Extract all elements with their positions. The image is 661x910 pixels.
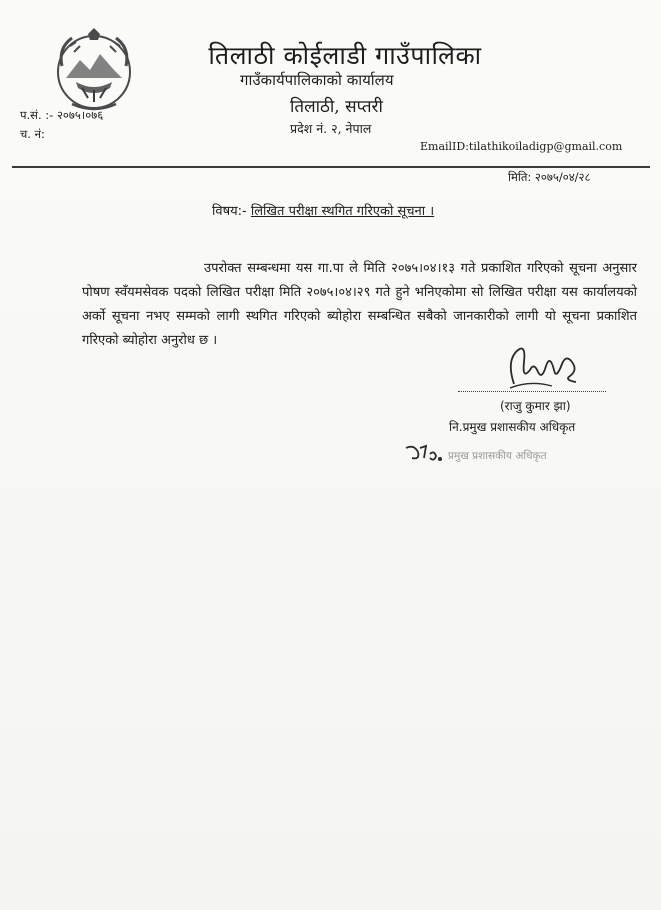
subject-label: विषय:- [212, 204, 251, 219]
signatory-name: (राजु कुमार झा) [500, 399, 571, 413]
subject-line [212, 201, 434, 219]
reference-number: प.सं. :- २०७५।०७६ [20, 108, 104, 122]
notice-date: मिति: २०७५/०४/२८ [508, 170, 591, 184]
copy-mark-scribble [404, 442, 444, 464]
email-address: EmailID:tilathikoiladigp@gmail.com [420, 140, 623, 153]
handwritten-signature [500, 340, 590, 392]
signature-line [458, 391, 606, 392]
copy-to-text: प्रमुख प्रशासकीय अधिकृत [448, 450, 547, 462]
province-line: प्रदेश नं. २, नेपाल [290, 121, 372, 136]
subject-text: लिखित परीक्षा स्थगित गरिएको सूचना । [250, 204, 435, 219]
municipality-name: तिलाठी कोईलाडी गाउँपालिका [208, 41, 482, 70]
dispatch-number: च. नं: [20, 127, 45, 141]
office-location: तिलाठी, सप्तरी [290, 97, 383, 117]
office-name: गाउँकार्यपालिकाको कार्यालय [240, 71, 394, 89]
notice-body: उपरोक्त सम्बन्धमा यस गा.पा ले मिति २०७५।०४।१३ गते प्रकाशित गरिएको सूचना अनुसार पोषण स्वँयमसेवक पदको लिखित परीक्षा मिति २०७५।०४।२९ गते हुने भनिएकोमा सो लिखित परीक्षा यस कार्यालयको अर्को सूचना नभए सम्मको लागी स्थगित गरिएको ब्योहोरा सम्बन्धित सबैको जानकारीको लागी यो सूचना प्रकाशित गरिएको ब्योहोरा अनुरोध छ । [82, 261, 637, 348]
header-divider [12, 166, 650, 168]
nepal-government-emblem [52, 26, 136, 114]
signatory-title: नि.प्रमुख प्रशासकीय अधिकृत [449, 420, 576, 434]
